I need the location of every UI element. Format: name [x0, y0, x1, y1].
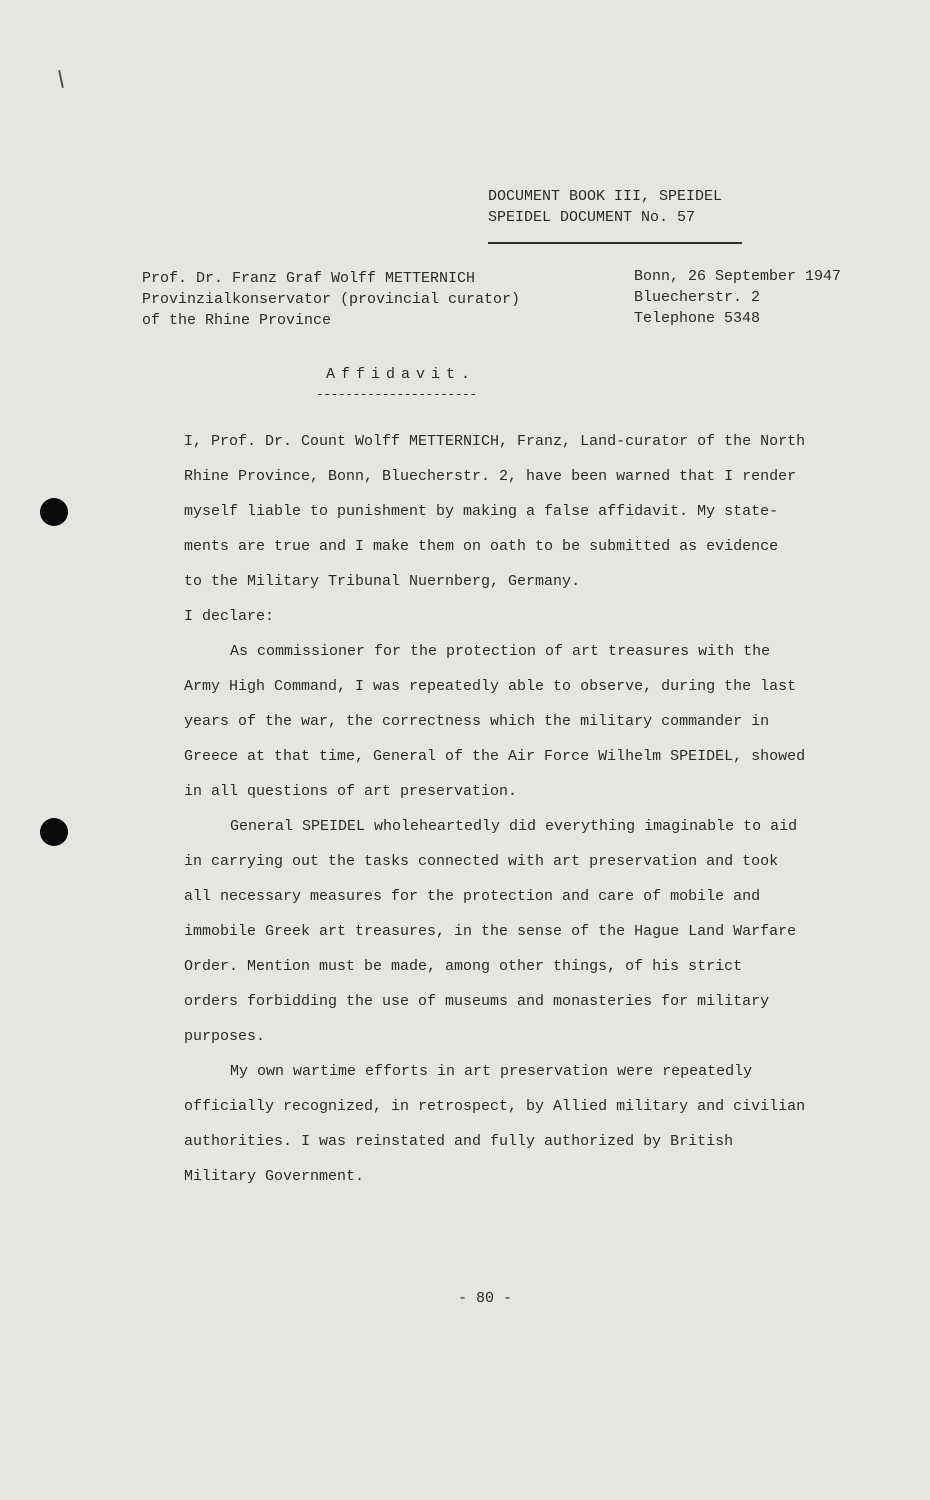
document-number-line: SPEIDEL DOCUMENT No. 57 [488, 209, 696, 226]
text-line: purposes. [184, 1028, 266, 1045]
paragraph-warning [184, 424, 864, 599]
text-line: officially recognized, in retrospect, by Allied military and civilian [184, 1098, 806, 1115]
text-line: years of the war, the correctness which the military commander in [184, 713, 770, 730]
telephone: Telephone 5348 [634, 310, 761, 327]
place-and-date: Bonn, 26 September 1947 [634, 268, 842, 285]
text-line: authorities. I was reinstated and fully authorized by British [184, 1133, 734, 1150]
text-line: in carrying out the tasks connected with art preservation and took [184, 853, 779, 870]
text-line: Greece at that time, General of the Air Force Wilhelm SPEIDEL, showed [184, 748, 806, 765]
margin-mark [58, 70, 64, 88]
text-line: in all questions of art preservation. [184, 783, 518, 800]
sender-name: Prof. Dr. Franz Graf Wolff METTERNICH [142, 270, 476, 287]
sender-region: of the Rhine Province [142, 312, 332, 329]
text-line: ments are true and I make them on oath to be submitted as evidence [184, 538, 779, 555]
text-line: to the Military Tribunal Nuernberg, Germany. [184, 573, 581, 590]
document-book-line: DOCUMENT BOOK III, SPEIDEL [488, 188, 723, 205]
punch-hole-bottom [40, 818, 68, 846]
text-line: General SPEIDEL wholeheartedly did everything imaginable to aid [230, 818, 798, 835]
street-address: Bluecherstr. 2 [634, 289, 761, 306]
page-number: - 80 - [458, 1290, 513, 1307]
document-title: Affidavit. [326, 366, 477, 383]
paragraph-own-efforts [184, 1054, 864, 1194]
header-divider [488, 242, 742, 244]
text-line: My own wartime efforts in art preservation were repeatedly [230, 1063, 753, 1080]
punch-hole-top [40, 498, 68, 526]
text-line: Military Government. [184, 1168, 365, 1185]
paragraph-general-speidel [184, 809, 864, 1054]
text-line: orders forbidding the use of museums and monasteries for military [184, 993, 770, 1010]
text-line: Order. Mention must be made, among other things, of his strict [184, 958, 743, 975]
title-underline: ---------------------- [316, 388, 477, 402]
declare-line [184, 599, 864, 634]
text-line: I, Prof. Dr. Count Wolff METTERNICH, Franz, Land-curator of the North [184, 433, 806, 450]
text-line: immobile Greek art treasures, in the sense of the Hague Land Warfare [184, 923, 797, 940]
text-line: myself liable to punishment by making a false affidavit. My state- [184, 503, 779, 520]
text-line: Army High Command, I was repeatedly able to observe, during the last [184, 678, 797, 695]
document-reference [488, 186, 722, 228]
sender-title: Provinzialkonservator (provincial curator) [142, 291, 521, 308]
sender-address [142, 268, 520, 331]
text-line: Rhine Province, Bonn, Bluecherstr. 2, have been warned that I render [184, 468, 797, 485]
text-line: As commissioner for the protection of art treasures with the [230, 643, 771, 660]
affidavit-body [184, 424, 864, 1194]
place-date [634, 266, 841, 329]
text-line: I declare: [184, 608, 275, 625]
text-line: all necessary measures for the protection and care of mobile and [184, 888, 761, 905]
paragraph-commissioner [184, 634, 864, 809]
